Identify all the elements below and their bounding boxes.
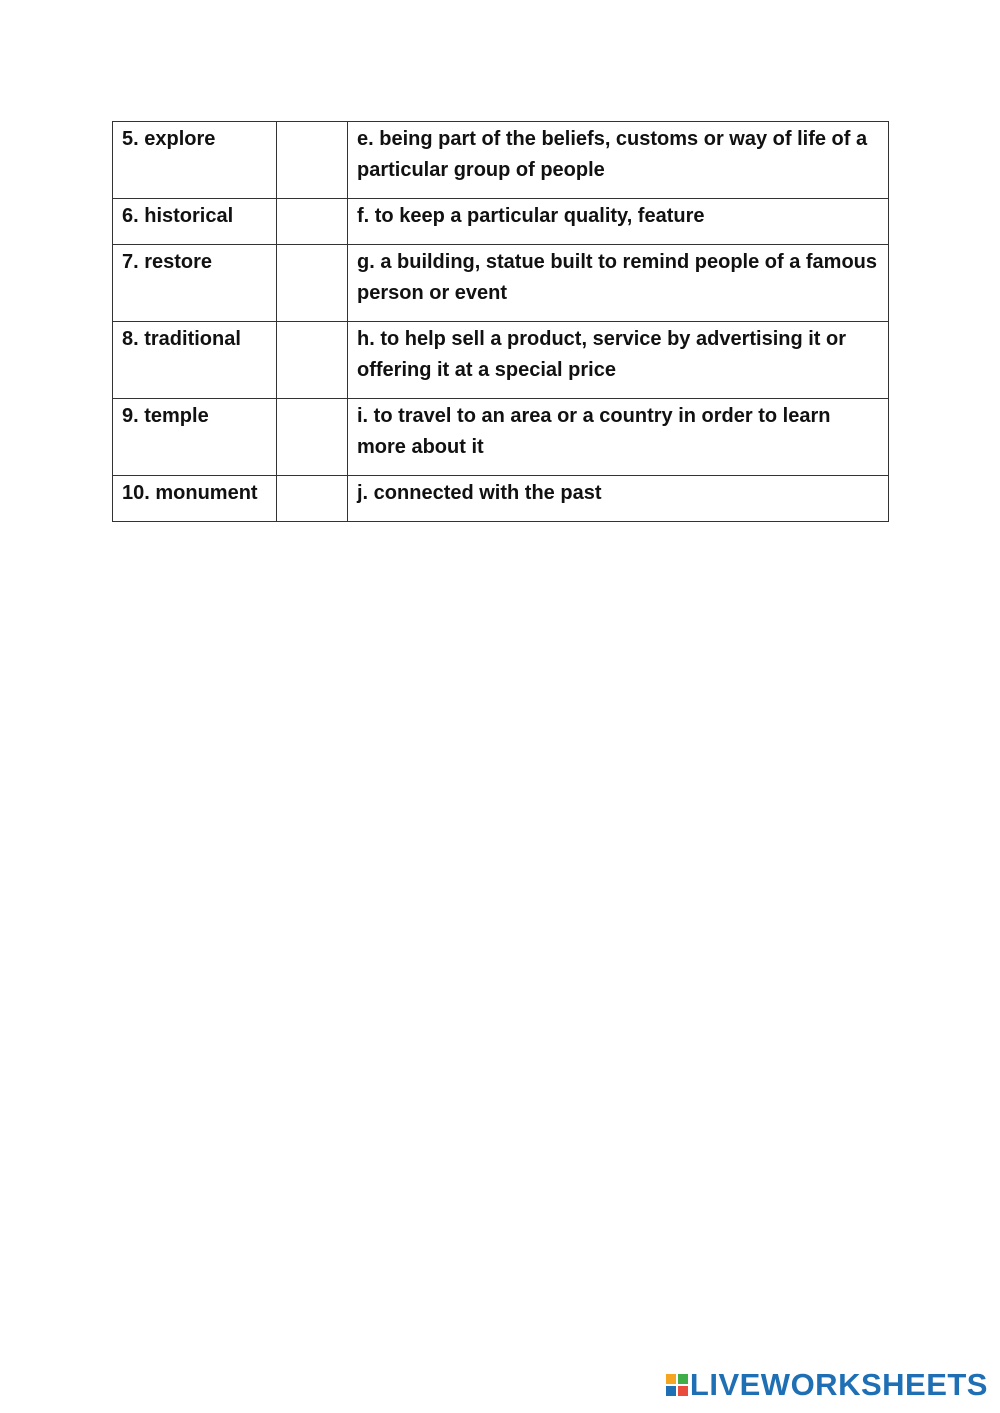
table-row [113,245,889,322]
table-row [113,476,889,522]
word-cell: 6. historical [113,199,277,245]
definition-cell: g. a building, statue built to remind people of a famous person or event [348,245,889,322]
answer-input[interactable] [277,322,347,366]
definition-cell: i. to travel to an area or a country in order to learn more about it [348,399,889,476]
answer-cell[interactable] [277,199,348,245]
word-cell: 8. traditional [113,322,277,399]
answer-cell[interactable] [277,245,348,322]
brand-name: LIVEWORKSHEETS [689,1367,988,1402]
liveworksheets-logo-icon [666,1374,688,1396]
word-cell: 5. explore [113,122,277,199]
word-cell: 7. restore [113,245,277,322]
answer-input[interactable] [277,399,347,443]
answer-input[interactable] [277,122,347,166]
answer-cell[interactable] [277,476,348,522]
answer-cell[interactable] [277,122,348,199]
definition-cell: h. to help sell a product, service by advertising it or offering it at a special price [348,322,889,399]
table-row [113,199,889,245]
word-cell: 10. monument [113,476,277,522]
liveworksheets-brand[interactable] [666,1367,988,1403]
answer-input[interactable] [277,476,347,520]
answer-input[interactable] [277,245,347,289]
table-row [113,322,889,399]
definition-cell: e. being part of the beliefs, customs or way of life of a particular group of people [348,122,889,199]
answer-cell[interactable] [277,399,348,476]
definition-cell: f. to keep a particular quality, feature [348,199,889,245]
answer-cell[interactable] [277,322,348,399]
matching-table [112,121,889,522]
word-cell: 9. temple [113,399,277,476]
table-row [113,399,889,476]
definition-cell: j. connected with the past [348,476,889,522]
answer-input[interactable] [277,199,347,243]
table-row [113,122,889,199]
